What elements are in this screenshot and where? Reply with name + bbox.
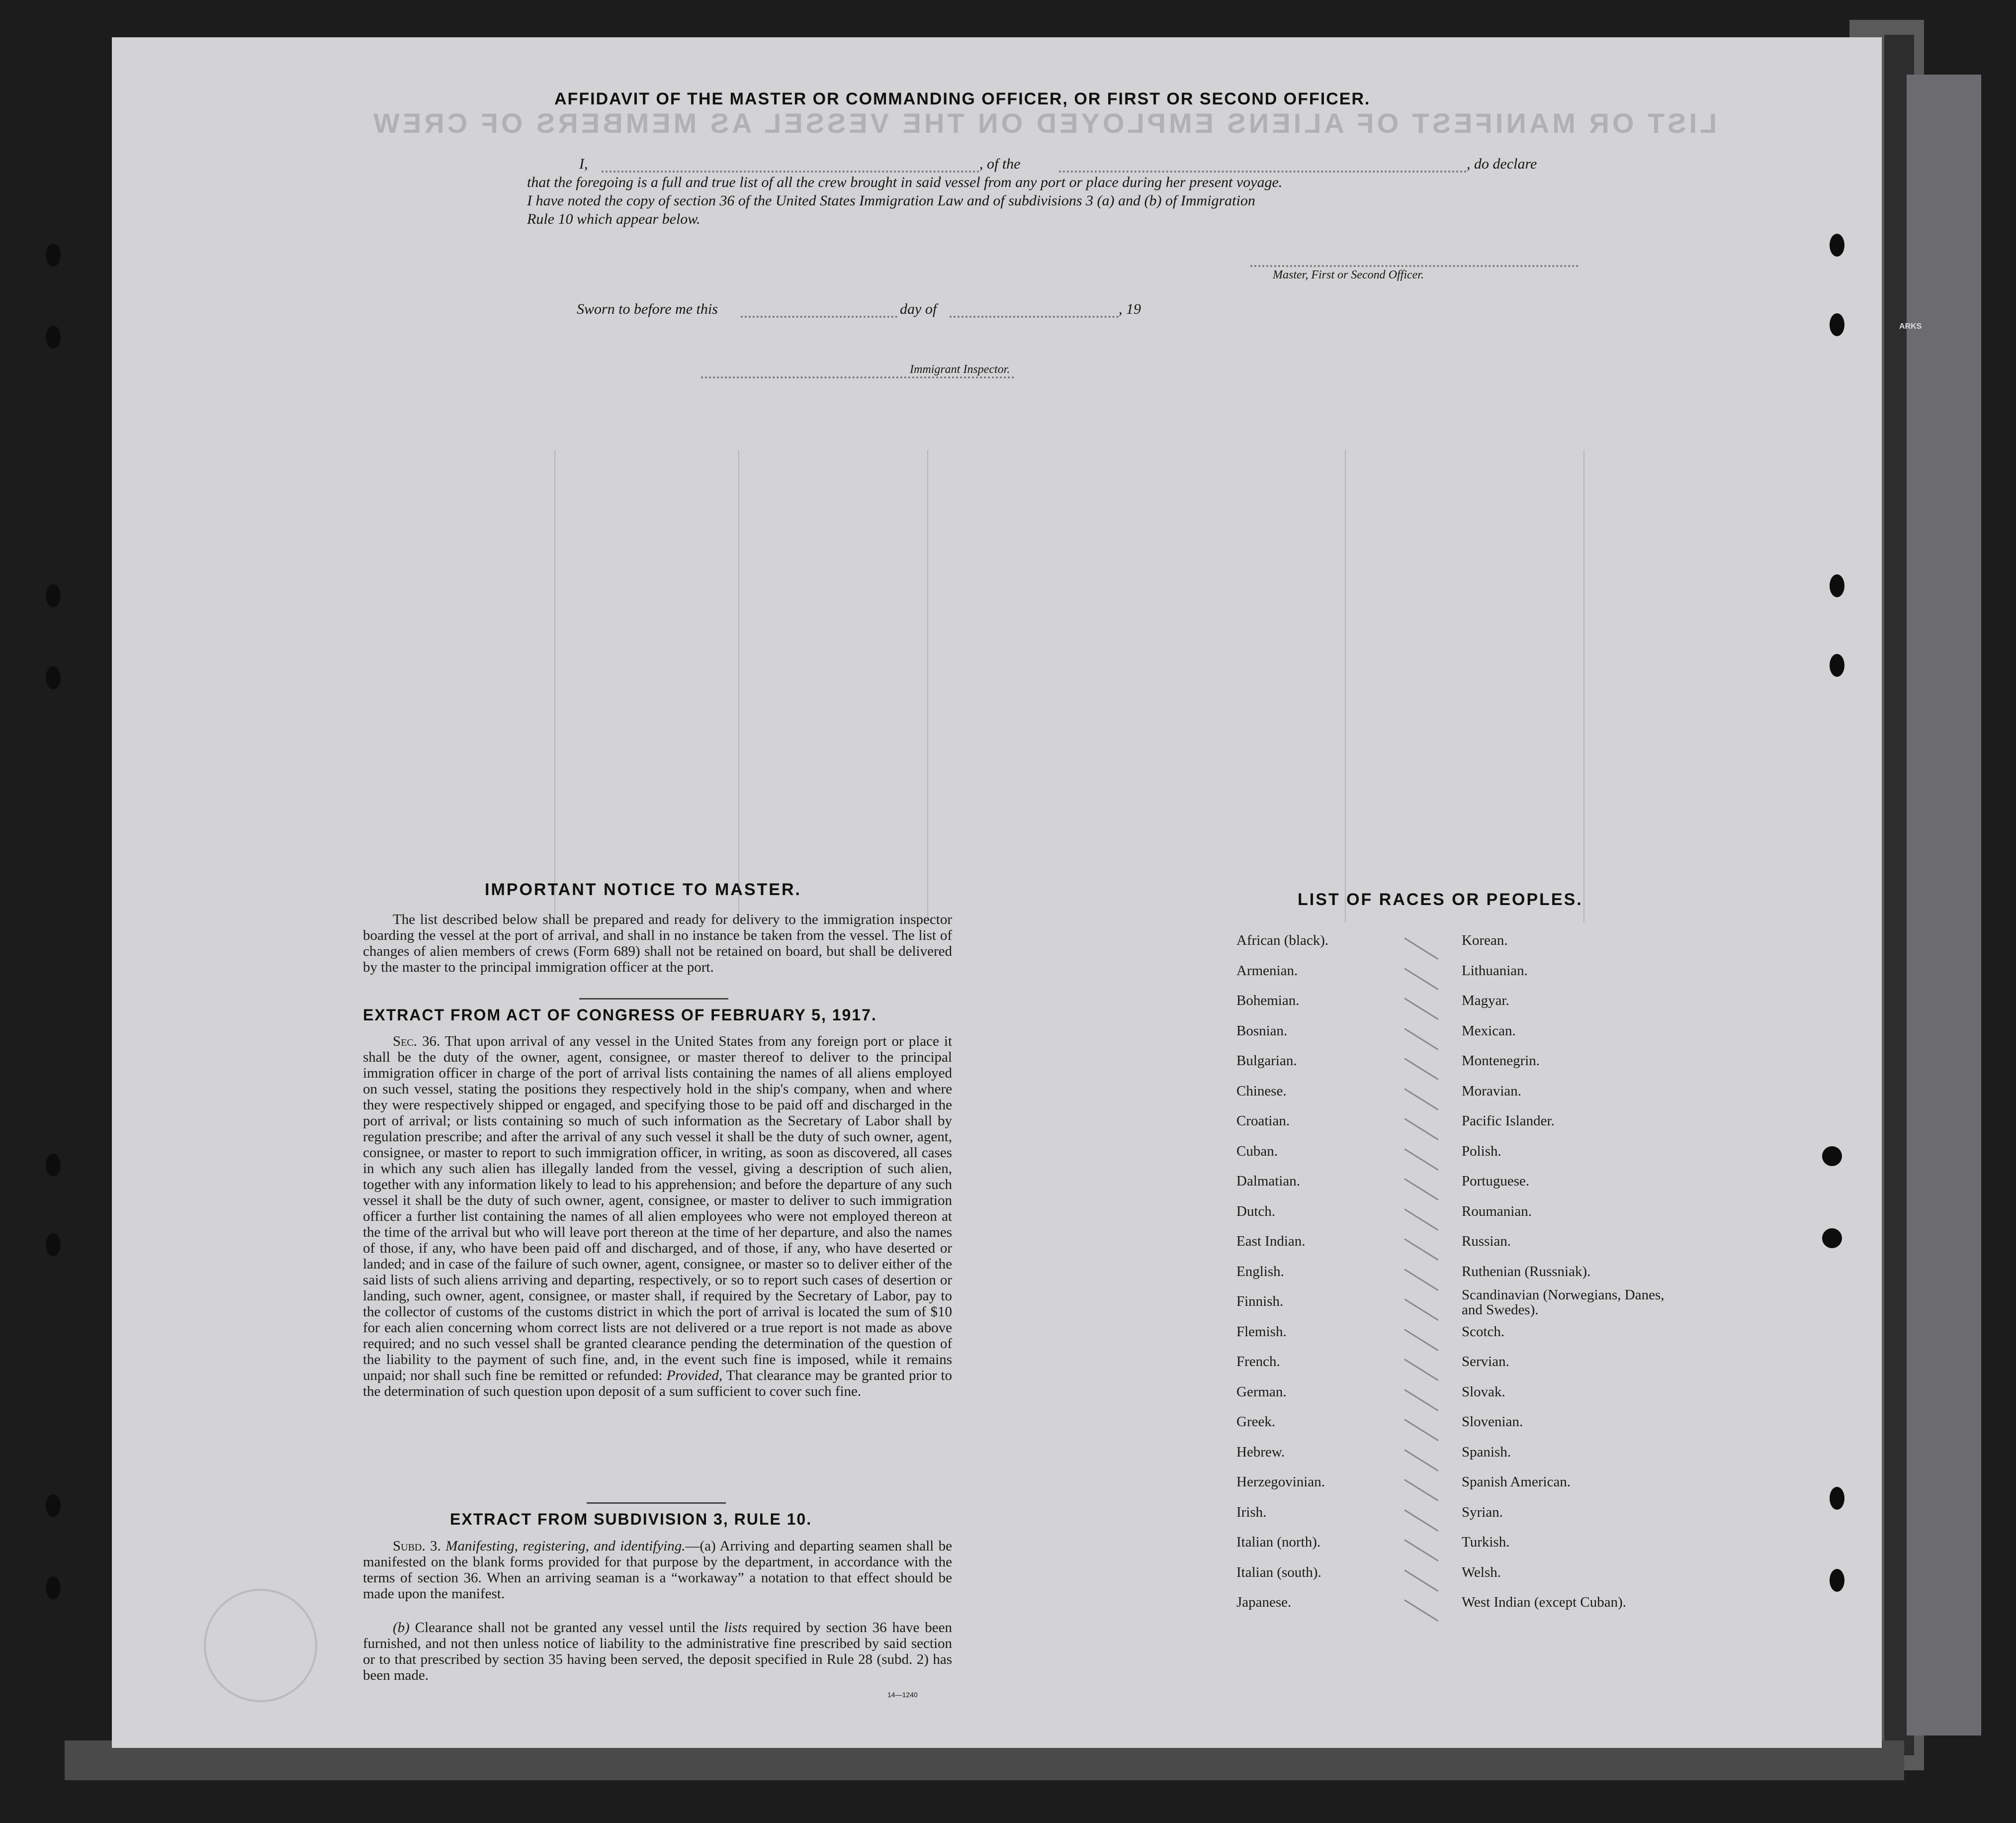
provided-word: Provided, [666,1367,723,1383]
race-item: Flemish. [1236,1323,1287,1340]
notice-title: IMPORTANT NOTICE TO MASTER. [485,880,801,899]
pencil-tally-mark [1404,998,1438,1020]
binder-hole [46,1154,61,1177]
punch-hole [1830,1487,1844,1510]
affidavit-i: I, [579,156,588,172]
affidavit-of-the: , of the [979,156,1021,172]
race-item: Italian (north). [1236,1534,1321,1550]
sworn-month-blank[interactable] [950,316,1119,318]
show-through-rule [927,450,928,922]
affidavit-line-4: Rule 10 which appear below. [527,211,701,227]
sworn-day-blank[interactable] [741,316,897,318]
pencil-tally-mark [1404,1599,1438,1622]
pencil-tally-mark [1404,1389,1438,1411]
pencil-tally-mark [1404,1359,1438,1381]
pencil-tally-mark [1404,1118,1438,1140]
pencil-tally-mark [1404,1569,1438,1592]
sworn-prefix: Sworn to before me this [577,301,718,317]
para-b-label: (b) [393,1620,410,1636]
race-item: East Indian. [1236,1233,1306,1249]
race-item: Spanish American. [1462,1474,1571,1490]
race-item: Slovenian. [1462,1414,1523,1430]
para-a-text: —(a) Arriving and departing seamen shall be manifested on the blank forms provided for that purpose by the department, in accordance with the terms of section 36. When an arriving seaman is a “workaway” a notation to that effect should be made upon the manifest. [363,1538,952,1602]
extract-act-title: EXTRACT FROM ACT OF CONGRESS OF FEBRUARY 5, 1917. [363,1006,877,1024]
race-item: Hebrew. [1236,1444,1285,1460]
master-signature-blank[interactable] [1250,265,1578,267]
binder-hole [46,1576,61,1599]
race-item: Roumanian. [1462,1203,1532,1219]
subd-heading: Manifesting, registering, and identifying. [445,1538,686,1554]
binder-hole [46,244,61,267]
race-item: Mexican. [1462,1022,1516,1039]
race-item: Slovak. [1462,1383,1505,1400]
punch-hole [1830,234,1844,257]
extract-rule-para-b [363,1620,952,1683]
race-item: English. [1236,1263,1284,1279]
punch-hole [1830,1569,1844,1592]
race-item: Bulgarian. [1236,1053,1297,1069]
pencil-tally-mark [1404,1329,1438,1351]
binder-hole [46,1233,61,1256]
race-item: Greek. [1236,1414,1276,1430]
punch-hole [1830,574,1844,597]
race-item: Bosnian. [1236,1022,1288,1039]
race-item: Korean. [1462,932,1508,948]
race-item: Spanish. [1462,1444,1511,1460]
pencil-tally-mark [1404,1148,1438,1171]
name-blank[interactable] [602,171,979,173]
master-signature-label: Master, First or Second Officer. [1273,269,1424,281]
pencil-tally-mark [1404,1088,1438,1110]
sworn-day-of: day of [900,301,937,317]
race-item: Welsh. [1462,1564,1501,1580]
race-item: Ruthenian (Russniak). [1462,1263,1591,1279]
binder-hole [46,666,61,689]
race-item: Chinese. [1236,1083,1287,1099]
subd-label: Subd. 3. [393,1538,441,1554]
pencil-tally-mark [1404,1028,1438,1050]
show-through-rule [1583,450,1584,922]
punch-hole [1830,654,1844,677]
race-item: Pacific Islander. [1462,1113,1555,1129]
race-item: Herzegovinian. [1236,1474,1325,1490]
pencil-tally-mark [1404,1419,1438,1441]
vessel-blank[interactable] [1059,171,1467,173]
divider [579,998,728,1000]
race-item: Syrian. [1462,1504,1503,1520]
race-item: Montenegrin. [1462,1053,1540,1069]
inspector-label: Immigrant Inspector. [910,363,1010,376]
race-item: Japanese. [1236,1594,1292,1610]
pencil-tally-mark [1404,1238,1438,1261]
race-item: Magyar. [1462,993,1509,1008]
races-title: LIST OF RACES OR PEOPLES. [1298,890,1583,909]
para-b-text-2: required by section 36 have been furnished, and not then unless notice of liability to the administrative fine prescribed by said section or to that prescribed by section 35 having been served, the deposit specified in Rule 28 (subd. 2) has been made. [363,1620,952,1683]
race-item: Polish. [1462,1143,1501,1159]
affidavit-declare: , do declare [1467,156,1537,172]
pencil-tally-mark [1404,1539,1438,1561]
race-item: Scotch. [1462,1323,1505,1340]
pencil-tally-mark [1404,1208,1438,1231]
pencil-tally-mark [1404,1449,1438,1471]
pencil-tally-mark [1404,1509,1438,1532]
binder-hole [46,1494,61,1517]
show-through-rule [1345,450,1346,922]
extract-rule-para-a [363,1538,952,1602]
punch-hole [1830,313,1844,336]
affidavit-line-2: that the foregoing is a full and true list of all the crew brought in said vessel from any port or place during her present voyage. [527,174,1283,190]
race-item: West Indian (except Cuban). [1462,1594,1627,1610]
race-item: Armenian. [1236,962,1298,979]
race-item: Italian (south). [1236,1564,1321,1580]
binder-hole [46,326,61,349]
binder-hole [46,584,61,607]
form-code: 14—1240 [887,1691,918,1699]
para-b-text-1: Clearance shall not be granted any vessel until the [415,1620,719,1636]
inspector-signature-blank[interactable] [701,376,1014,378]
race-item: Turkish. [1462,1534,1510,1550]
race-item: Scandinavian (Norwegians, Danes, and Swedes). [1462,1287,1665,1318]
affidavit-line-3: I have noted the copy of section 36 of the United States Immigration Law and of subdivisions 3 (a) and (b) of Immigration [527,192,1255,209]
section-label: Sec. 36. [393,1033,440,1049]
margin-label: ARKS [1899,322,1922,331]
pencil-tally-mark [1404,1479,1438,1501]
race-item: Dalmatian. [1236,1173,1301,1189]
pencil-tally-mark [1404,968,1438,990]
race-item: Russian. [1462,1233,1511,1249]
punch-hole [1822,1146,1842,1166]
notice-text: The list described below shall be prepared and ready for delivery to the immigration inspector boarding the vessel at the port of arrival, and shall in no instance be taken from the vessel. The list of changes of alien members of crews (Form 689) shall not be retained on board, but shall be delivered by the master to the principal immigration officer at the port. [363,912,952,975]
race-item: Bohemian. [1236,993,1300,1008]
race-item: Portuguese. [1462,1173,1530,1189]
race-item: Servian. [1462,1354,1509,1369]
race-item: Moravian. [1462,1083,1521,1099]
section-36-text-end: That clearance may be granted prior to the determination of such question upon deposit of a sum sufficient to cover such fine. [363,1367,952,1399]
document-sheet [112,37,1882,1748]
extract-rule-title: EXTRACT FROM SUBDIVISION 3, RULE 10. [450,1510,812,1528]
race-item: African (black). [1236,932,1329,948]
extract-act-text [363,1033,952,1399]
race-item: Finnish. [1236,1293,1284,1309]
section-36-text: That upon arrival of any vessel in the United States from any foreign port or place it shall be the duty of the owner, agent, consignee, or master thereof to deliver to the principal immigration officer in charge of the port of arrival lists containing the names of all aliens employed on such vessel, stating the positions they respectively hold in the ship's company, when and where they were respectively shipped or engaged, and specifying those to be paid off and discharged in the port of arrival; or lists containing so much of such information as the Secretary of Labor shall by regulation prescribe; and after the arrival of any such vessel it shall be the duty of such owner, agent, consignee, or master to report to such immigration officer, in writing, as soon as discovered, all cases in which any such alien has illegally landed from the vessel, giving a description of such alien, together with any information likely to lead to his apprehension; and before the departure of any such vessel it shall be the duty of such owner, agent, consignee, or master to deliver to such immigration officer a further list containing the names of all alien employees who were not employed thereon at the time of the arrival but who will leave port thereon at the time of her departure, and also the names of those, if any, who have been paid off and discharged, and of those, if any, who have deserted or landed; and in case of the failure of such owner, agent, consignee, or master so to deliver either of the said lists of such aliens arriving and departing, respectively, or so to report such cases of desertion or landing, such owner, agent, consignee, or master shall, if required by the Secretary of Labor, pay to the collector of customs of the customs district in which the port of arrival is located the sum of $10 for each alien concerning whom correct lists are not delivered or a true report is not made as above required; and no such vessel shall be granted clearance pending the determination of the question of the liability to the payment of such fine, and, in the event such fine is imposed, while it remains unpaid; nor shall such fine be remitted or refunded: [363,1033,952,1383]
pencil-tally-mark [1404,1058,1438,1080]
race-item: Irish. [1236,1504,1267,1520]
race-item: Croatian. [1236,1113,1290,1129]
sworn-year: , 19 [1119,301,1141,317]
pencil-tally-mark [1404,1178,1438,1200]
pencil-tally-mark [1404,937,1438,960]
show-through-rule [554,450,555,922]
lists-word: lists [724,1620,748,1636]
show-through-rule [738,450,739,922]
race-item: Cuban. [1236,1143,1278,1159]
race-item: French. [1236,1354,1280,1369]
faint-stamp [204,1589,317,1702]
race-item: German. [1236,1383,1287,1400]
show-through-header: LIST OR MANIFEST OF ALIENS EMPLOYED ON THE VESSEL AS MEMBERS OF CREW [370,107,1717,139]
pencil-tally-mark [1404,1269,1438,1291]
divider [587,1502,726,1504]
pencil-tally-mark [1404,1298,1438,1321]
affidavit-title: AFFIDAVIT OF THE MASTER OR COMMANDING OFFICER, OR FIRST OR SECOND OFFICER. [554,90,1371,108]
punch-hole [1822,1228,1842,1248]
race-item: Dutch. [1236,1203,1276,1219]
race-item: Lithuanian. [1462,962,1528,979]
